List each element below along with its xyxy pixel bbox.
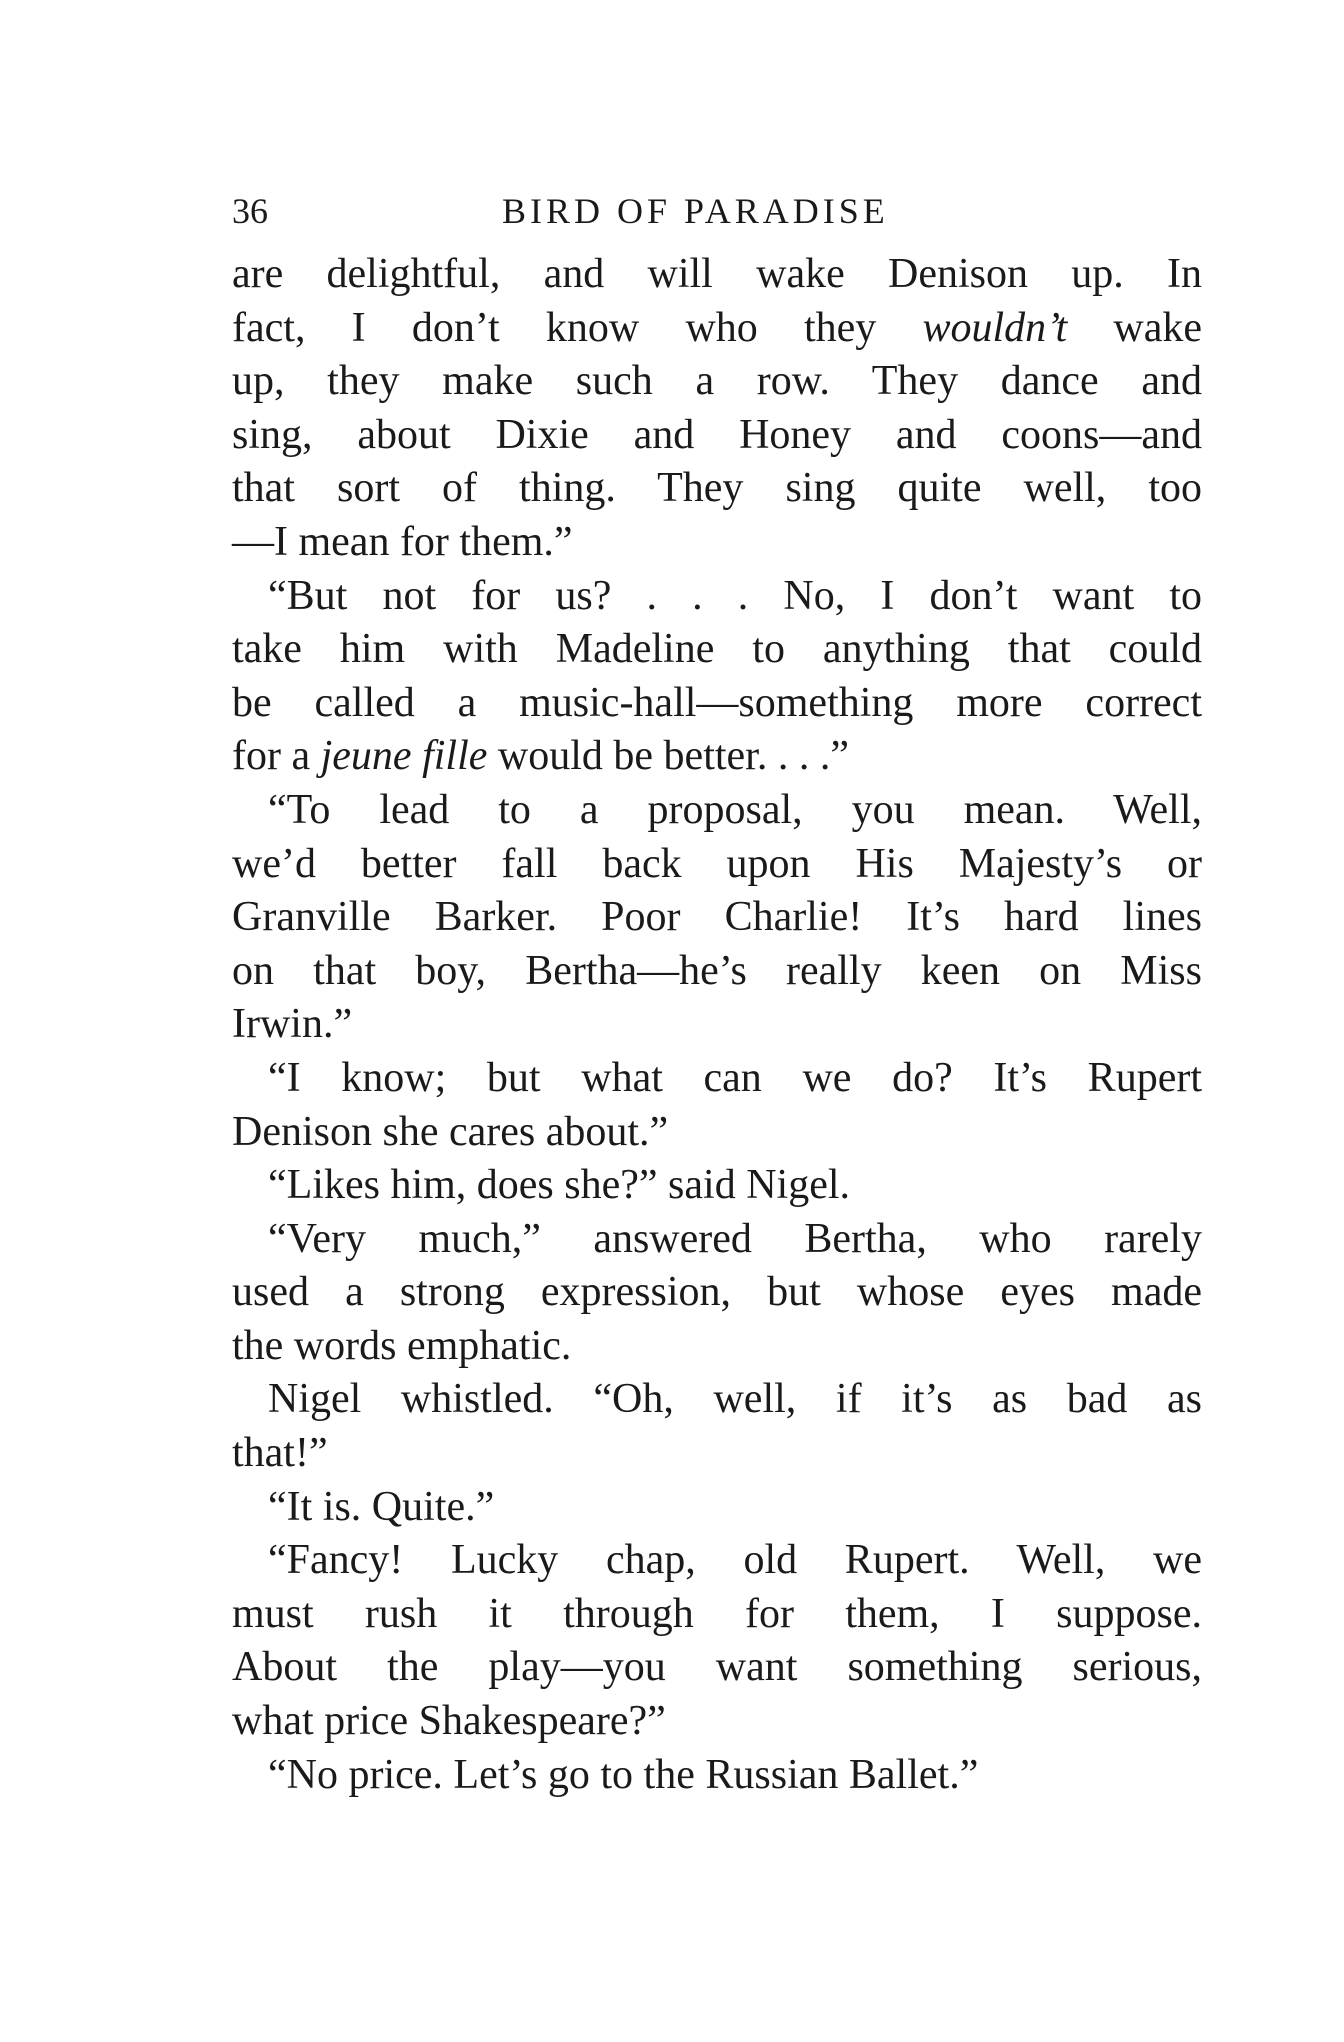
paragraph xyxy=(232,1534,1202,1748)
paragraph xyxy=(232,1159,1202,1213)
text-line: up, they make such a row. They dance and xyxy=(232,358,1202,405)
text-line: About the play—you want something serious, xyxy=(232,1644,1202,1691)
text-line: “Fancy! Lucky chap, old Rupert. Well, we xyxy=(268,1537,1202,1584)
text-line: that sort of thing. They sing quite well, too xyxy=(232,465,1202,512)
paragraph xyxy=(232,1373,1202,1480)
text-line: “It is. Quite.” xyxy=(268,1483,495,1530)
text-line: fact, I don’t know who they wouldn’t wake xyxy=(232,304,1203,351)
text-line: “Very much,” answered Bertha, who rarely xyxy=(268,1215,1202,1262)
text-line: “To lead to a proposal, you mean. Well, xyxy=(268,786,1202,833)
paragraph xyxy=(232,784,1202,1052)
running-head xyxy=(232,190,1202,240)
book-page xyxy=(232,190,1202,1802)
text-line: that!” xyxy=(232,1430,328,1477)
text-line: used a strong expression, but whose eyes made xyxy=(232,1269,1202,1316)
text-line: “I know; but what can we do? It’s Rupert xyxy=(268,1054,1202,1101)
italic-word: wouldn’t xyxy=(922,304,1068,351)
text-line: Nigel whistled. “Oh, well, if it’s as bad as xyxy=(268,1376,1202,1423)
text-line: “Likes him, does she?” said Nigel. xyxy=(268,1162,851,1209)
body-text xyxy=(232,248,1202,1802)
text-line: take him with Madeline to anything that could xyxy=(232,626,1202,673)
text-line: for a jeune fille would be better. . . .” xyxy=(232,733,849,780)
paragraph xyxy=(232,1749,1202,1803)
text-line: are delightful, and will wake Denison up. In xyxy=(232,251,1202,297)
text-line: —I mean for them.” xyxy=(232,518,573,565)
text-line: Granville Barker. Poor Charlie! It’s hard lines xyxy=(232,894,1202,941)
running-title: BIRD OF PARADISE xyxy=(502,191,889,231)
text-line: on that boy, Bertha—he’s really keen on Miss xyxy=(232,947,1202,994)
text-line: Irwin.” xyxy=(232,1001,353,1048)
page-number: 36 xyxy=(232,191,268,231)
paragraph xyxy=(232,248,1202,570)
text-line: “But not for us? . . . No, I don’t want to xyxy=(268,572,1202,619)
paragraph xyxy=(232,570,1202,784)
text-line: the words emphatic. xyxy=(232,1322,572,1369)
text-line: what price Shakespeare?” xyxy=(232,1698,666,1745)
paragraph xyxy=(232,1213,1202,1374)
text-line: sing, about Dixie and Honey and coons—and xyxy=(232,411,1202,458)
text-line: be called a music-hall—something more correct xyxy=(232,679,1202,726)
text-line: Denison she cares about.” xyxy=(232,1108,669,1155)
paragraph xyxy=(232,1481,1202,1535)
text-line: “No price. Let’s go to the Russian Ballet.” xyxy=(268,1751,979,1798)
paragraph xyxy=(232,1052,1202,1159)
text-line: must rush it through for them, I suppose. xyxy=(232,1590,1202,1637)
text-line: we’d better fall back upon His Majesty’s or xyxy=(232,840,1202,887)
italic-phrase: jeune fille xyxy=(320,733,488,780)
